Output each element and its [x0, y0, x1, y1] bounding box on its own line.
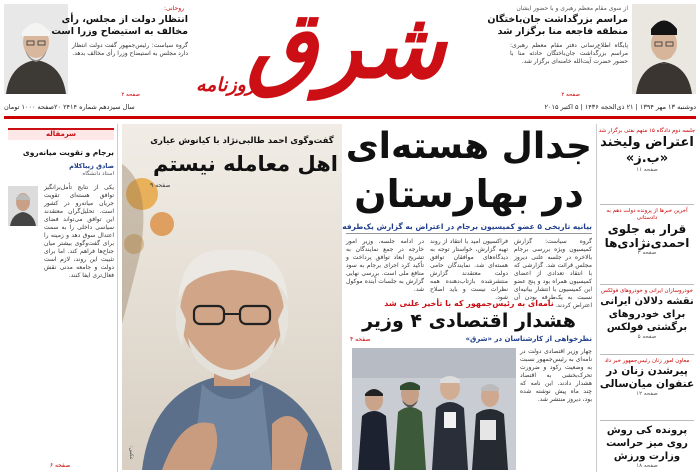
right-item-3-kicker: خودروسازان ایرانی و خودروهای فولکس — [601, 288, 693, 294]
top-left-kicker: روحانی: — [163, 5, 184, 12]
right-divider-1 — [600, 204, 694, 205]
right-item-5[interactable] — [598, 424, 696, 472]
masthead — [0, 0, 700, 118]
right-item-1[interactable] — [598, 128, 696, 202]
left-author: صادق زیباکلام — [69, 162, 114, 170]
president-portrait — [4, 4, 68, 94]
second-headline[interactable]: هشدار اقتصادی ۴ وزیر — [362, 310, 576, 332]
top-right-page-ref[interactable]: صفحه ۲ — [561, 92, 580, 98]
main-headline-line-1[interactable]: جدال هسته‌ای — [345, 126, 592, 167]
right-item-1-page-ref[interactable]: صفحه ۱۱ — [636, 167, 658, 173]
author-portrait — [8, 186, 38, 226]
right-item-5-page-ref[interactable]: صفحه ۱۸ — [636, 463, 658, 469]
right-item-1-headline[interactable]: اعتراض ولیخند «ب.ز» — [600, 135, 694, 166]
main-body-col-1: گروه سیاست: گزارش کمیسیون ویژه بررسی برجام بالاخره در جلسه علنی دیروز مجلس قرائت شد. گزارشی که با انتقاد تعدادی از اعضای کمیسیون همراه بود و پنج عضو این کمیسیون با انتشار بیانیه‌ای نسبت به یک‌طرفه بودن آن اعتراض کردند. — [514, 238, 592, 309]
right-item-4[interactable] — [598, 358, 696, 418]
second-body: چهار وزیر اقتصادی دولت در نامه‌ای به رئیس‌جمهور نسبت به وضعیت رکود و ضرورت تحرک‌بخشی به اقتصاد هشدار دادند. این نامه که چند ماه پیش نوشته شده بود، دیروز منتشر شد. — [520, 348, 592, 403]
interview-page-ref[interactable]: صفحه ۹ — [150, 182, 171, 189]
right-item-2-headline[interactable]: قرار به جلوی احمدی‌نژادی‌ها — [604, 222, 690, 250]
logo-subtitle: روزنامه — [196, 74, 255, 96]
second-kicker: نامه‌ای به رئیس‌جمهور که با تأخیر علنی شد — [384, 299, 554, 308]
right-divider-3 — [600, 354, 694, 355]
main-body-col-3: در ادامه جلسه، وزیر امور خارجه در جمع نمایندگان به تشریح ابعاد توافق پرداخت و تأکید کرد اجرای برجام به سود منافع ملی است. بررسی نهایی گزارش به جلسات آینده موکول شد. — [346, 238, 424, 293]
interview-headline[interactable]: اهل معامله نیستم — [152, 152, 338, 176]
left-author-role: استاد دانشگاه — [82, 171, 114, 177]
top-left-title-line-2[interactable]: مخالف به استیضاح وزرا است — [51, 26, 188, 37]
top-right-body: پایگاه اطلاع‌رسانی دفتر مقام معظم رهبری: مراسم بزرگداشت جان‌باختگان حادثه منا با حضور حضرت آیت‌الله خامنه‌ای برگزار شد. — [510, 42, 628, 65]
left-body: یکی از نتایج تأمل‌برانگیز توافق هسته‌ای تقویت جریان میانه‌رو در کشور است. تحلیل‌گران معتقدند این توافق می‌تواند فضای سیاسی داخلی را به سمت اعتدال سوق دهد و زمینه را برای گفت‌وگوی بیشتر میان جناح‌ها فراهم کند. اما برای تثبیت این روند، لازم است دولت و جامعه مدنی نقش فعال‌تری ایفا کنند. — [44, 184, 114, 279]
top-right-title-line-2[interactable]: منطقه فاجعه منا برگزار شد — [497, 26, 628, 37]
right-item-4-headline[interactable]: پیرشدن زنان در عنفوان میان‌سالی — [599, 365, 695, 390]
logo-word: شرق — [246, 0, 446, 99]
interview-kicker: گفت‌وگوی احمد طالبی‌نژاد با کیانوش عیاری — [150, 136, 334, 146]
right-item-2[interactable] — [598, 208, 696, 282]
masthead-rule — [4, 116, 696, 119]
interview-photo-caption: عکس: — [128, 446, 134, 460]
left-page-ref[interactable]: صفحه ۶ — [49, 462, 71, 469]
right-item-4-page-ref[interactable]: صفحه ۱۲ — [636, 391, 658, 397]
main-body-col-2: فراکسیون امید با انتقاد از روند تهیه گزارش، خواستار توجه به دیدگاه‌های موافقان توافق هسته‌ای شد. نمایندگان حامی دولت معتقدند گزارش منتشرشده بازتاب‌دهنده همه نظرات نیست و باید اصلاح شود. — [430, 238, 508, 301]
right-item-4-kicker: معاون امور زنان رئیس‌جمهور خبر داد — [604, 358, 690, 364]
issue-line: سال سیزدهم شماره ۲۴۱۴ ۲۰صفحه ۱۰۰۰ تومان — [4, 103, 135, 111]
right-divider-4 — [600, 420, 694, 421]
date-line: دوشنبه ۱۳ مهر ۱۳۹۴ | ۲۱ ذی‌الحجه ۱۴۳۶ | ۵ اکتبر ۲۰۱۵ — [544, 103, 696, 111]
right-item-2-kicker: آخرین خبرها از پرونده دولت دهم به دادستانی — [606, 208, 688, 221]
main-subtitle[interactable]: بیانیه تاریخی ۵ عضو کمیسیون برجام در اعتراض به گزارش یک‌طرفه — [342, 222, 592, 231]
left-title[interactable]: برجام و تقویت میانه‌روی — [22, 148, 114, 157]
right-item-1-kicker: جلسه دوم دادگاه ۱۵ متهم نفتی برگزار شد — [598, 128, 696, 134]
main-headline-line-2[interactable]: در بهارستان — [354, 172, 584, 216]
right-divider-2 — [600, 284, 694, 285]
right-item-3-page-ref[interactable]: صفحه ۵ — [637, 334, 657, 340]
top-right-title-line-1[interactable]: مراسم بزرگداشت جان‌باختگان — [487, 14, 628, 25]
second-subtitle: نظرخواهی از کارشناسان در «شرق» — [465, 335, 592, 343]
top-left-body: گروه سیاست: رئیس‌جمهور گفت دولت انتظار دارد مجلس به استیضاح وزرا رأی مخالف بدهد. — [72, 42, 188, 57]
top-left-title-line-1[interactable]: انتظار دولت از مجلس، رأی — [61, 14, 188, 25]
top-left-page-ref[interactable]: صفحه ۲ — [121, 92, 140, 98]
main-subtitle-rule — [346, 233, 592, 234]
right-item-2-page-ref[interactable]: صفحه ۳ — [637, 250, 657, 256]
ministers-photo — [352, 348, 516, 470]
second-page-ref[interactable]: صفحه ۴ — [350, 336, 371, 343]
leader-portrait — [632, 4, 696, 94]
right-item-3[interactable] — [598, 288, 696, 352]
left-section-label: سرمقاله — [45, 130, 77, 138]
top-right-kicker: از سوی مقام معظم رهبری و با حضور ایشان — [516, 5, 628, 12]
right-item-3-headline[interactable]: نقشه دلالان ایرانی برای خودروهای برگشتی فولکس — [600, 296, 694, 333]
right-item-5-headline[interactable]: پرونده کی روش روی میز حراست وزارت ورزش — [606, 425, 688, 462]
logo — [196, 0, 496, 104]
